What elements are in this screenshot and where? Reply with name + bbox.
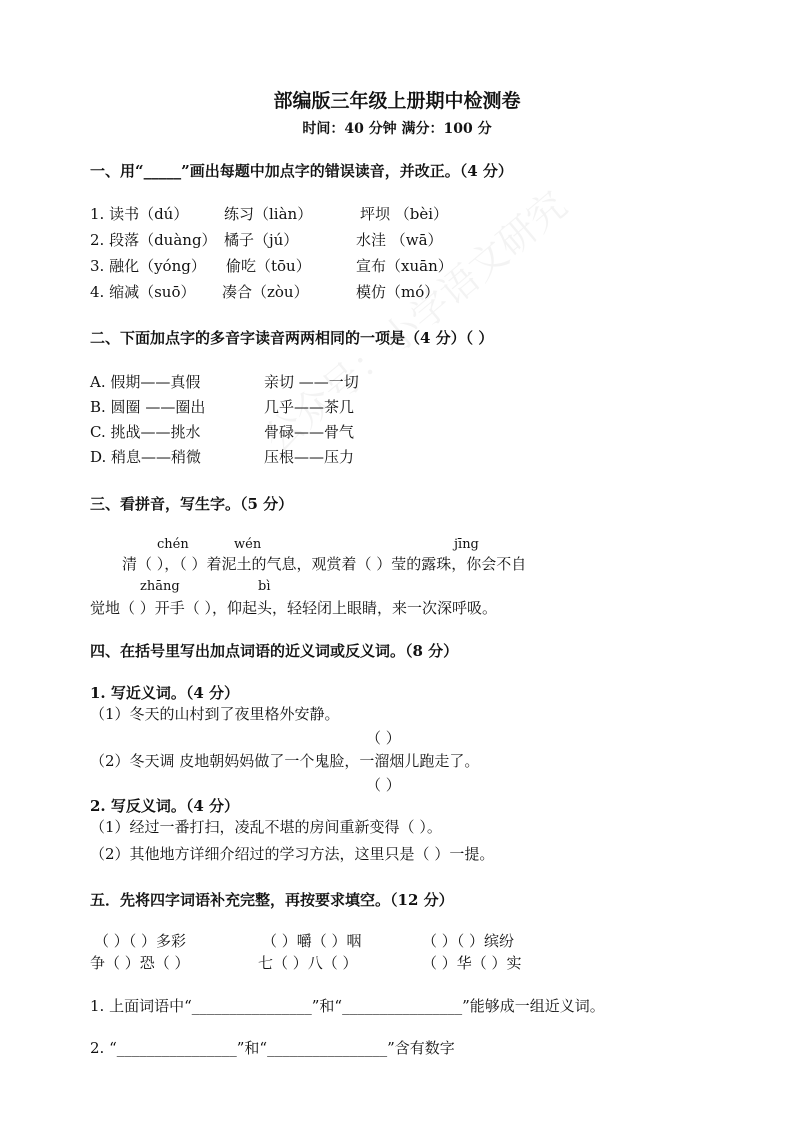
section-2-heading: 二、下面加点字的多音字读音两两相同的一项是（4 分）（ ） [90, 329, 494, 347]
s1-item: 3. 融化（yóng） [90, 257, 206, 275]
s4-question: （2）冬天调 皮地朝妈妈做了一个鬼脸，一溜烟儿跑走了。 [90, 752, 480, 770]
s1-item: 模仿（mó） [356, 283, 440, 301]
s2-option: 几乎——茶几 [264, 398, 355, 416]
s1-item: 练习（liàn） [224, 205, 313, 223]
s2-option: C. 挑战——挑水 [90, 423, 201, 441]
section-1-heading: 一、用“_____”画出每题中加点字的错误读音，并改正。（4 分） [90, 162, 513, 180]
answer-blank[interactable]: （ ） [366, 776, 401, 794]
idiom-blank: （ ）（ ）缤纷 [422, 932, 515, 950]
idiom-blank: 七（ ）八（ ） [258, 954, 358, 972]
s2-option: D. 稍息——稍微 [90, 448, 202, 466]
pinyin: jīng [454, 537, 479, 552]
s1-item: 2. 段落（duàng） [90, 231, 217, 249]
section-3-heading: 三、看拼音，写生字。（5 分） [90, 495, 294, 513]
s2-option: A. 假期——真假 [90, 373, 201, 391]
pinyin: wén [234, 537, 262, 552]
s1-item: 宣布（xuān） [356, 257, 453, 275]
s5-question: 2. “________________”和“________________”含有数字 [90, 1039, 455, 1057]
pinyin: zhāng [140, 579, 180, 594]
s4-question: （2）其他地方详细介绍过的学习方法，这里只是（ ）一提。 [90, 845, 495, 863]
s5-question: 1. 上面词语中“________________”和“________________”能够成一组近义词。 [90, 997, 605, 1015]
idiom-blank: （ ）华（ ）实 [422, 954, 522, 972]
s1-item: 偷吃（tōu） [226, 257, 311, 275]
s2-option: 骨碌——骨气 [264, 423, 355, 441]
page-title: 部编版三年级上册期中检测卷 [273, 90, 521, 112]
section-5-heading: 五．先将四字词语补充完整，再按要求填空。（12 分） [90, 891, 454, 909]
s1-item: 水洼 （wā） [356, 231, 443, 249]
s2-option: 亲切 ——一切 [264, 373, 359, 391]
s1-item: 凑合（zòu） [222, 283, 309, 301]
s4-question: （1）冬天的山村到了夜里格外安静。 [90, 705, 340, 723]
s3-line: 清（ ），（ ）着泥土的气息，观赏着（ ）莹的露珠，你会不自 [122, 555, 527, 573]
idiom-blank: （ ）嚼（ ）咽 [262, 932, 362, 950]
s4-sub-heading: 2. 写反义词。（4 分） [90, 797, 240, 815]
answer-blank[interactable]: （ ） [366, 729, 401, 747]
pinyin: chén [157, 537, 189, 552]
s2-option: B. 圆圈 ——圈出 [90, 398, 206, 416]
s4-question: （1）经过一番打扫，凌乱不堪的房间重新变得（ ）。 [90, 818, 442, 836]
exam-info: 时间：40 分钟 满分：100 分 [302, 121, 492, 137]
s4-sub-heading: 1. 写近义词。（4 分） [90, 684, 240, 702]
s1-item: 4. 缩减（suō） [90, 283, 196, 301]
s2-option: 压根——压力 [264, 448, 355, 466]
pinyin: bì [258, 579, 271, 594]
s1-item: 坪坝 （bèi） [360, 205, 449, 223]
idiom-blank: （ ）（ ）多彩 [94, 932, 187, 950]
idiom-blank: 争（ ）恐（ ） [90, 954, 190, 972]
s1-item: 1. 读书（dú） [90, 205, 189, 223]
section-4-heading: 四、在括号里写出加点词语的近义词或反义词。（8 分） [90, 642, 459, 660]
s1-item: 橘子（jú） [224, 231, 299, 249]
s3-line: 觉地（ ）开手（ ），仰起头，轻轻闭上眼睛，来一次深呼吸。 [90, 599, 498, 617]
